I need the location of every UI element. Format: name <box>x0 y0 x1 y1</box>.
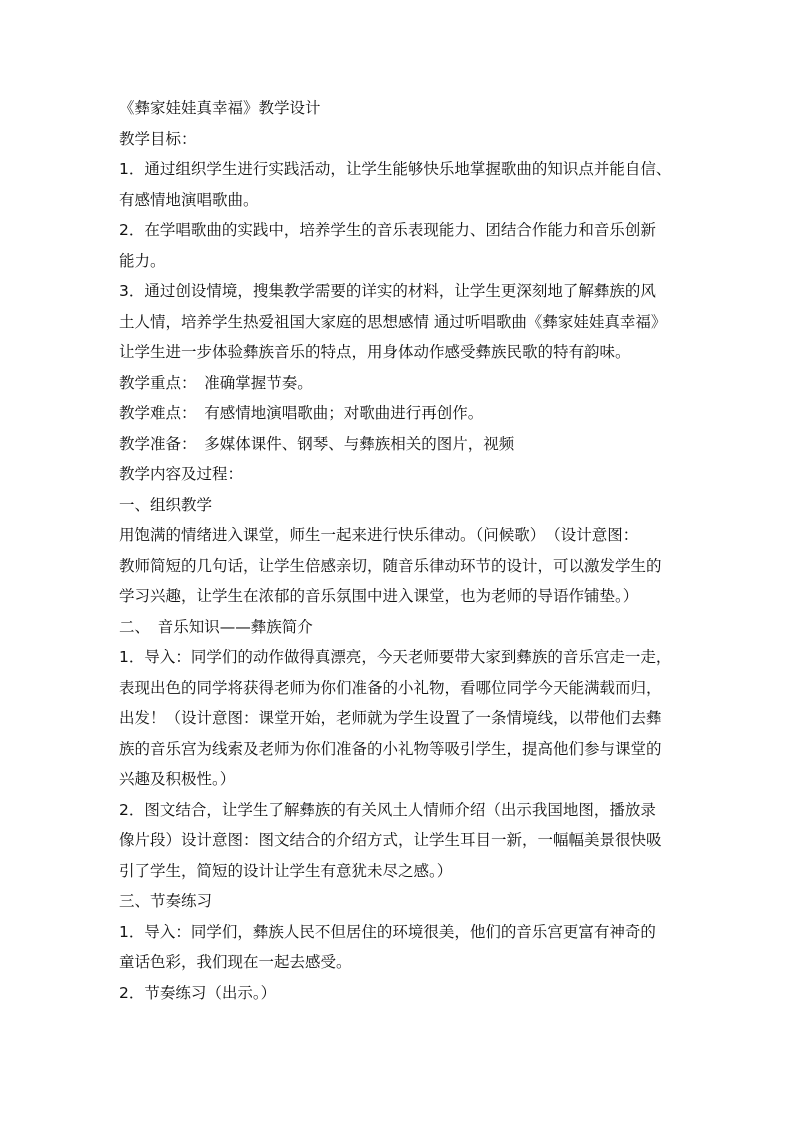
text-line: 表现出色的同学将获得老师为你们准备的小礼物，看哪位同学今天能满载而归， <box>119 678 662 697</box>
text-line: 2．节奏练习（出示。） <box>119 983 277 1002</box>
text-line: 兴趣及积极性。） <box>119 770 236 788</box>
text-line: 童话色彩，我们现在一起去感受。 <box>119 953 352 971</box>
text-line: 1．通过组织学生进行实践活动，让学生能够快乐地掌握歌曲的知识点并能自信、 <box>119 160 672 178</box>
section-heading-process: 教学内容及过程： <box>119 465 244 483</box>
text-line: 1．导入：同学们的动作做得真漂亮，今天老师要带大家到彝族的音乐宫走一走， <box>119 648 672 666</box>
section-heading-1: 一、组织教学 <box>119 495 213 514</box>
text-line: 2．在学唱歌曲的实践中，培养学生的音乐表现能力、团结合作能力和音乐创新 <box>119 221 656 239</box>
section-heading-3: 三、节奏练习 <box>119 892 213 910</box>
section-heading-objectives: 教学目标： <box>119 129 197 148</box>
document-title: 《彝家娃娃真幸福》教学设计 <box>119 99 321 117</box>
text-line: 出发！（设计意图：课堂开始，老师就为学生设置了一条情境线，以带他们去彝 <box>119 709 662 727</box>
text-line: 引了学生，简短的设计让学生有意犹未尽之感。） <box>119 861 453 880</box>
text-line: 2．图文结合，让学生了解彝族的有关风土人情师介绍（出示我国地图，播放录 <box>119 800 656 819</box>
text-line: 族的音乐宫为线索及老师为你们准备的小礼物等吸引学生，提高他们参与课堂的 <box>119 739 662 758</box>
text-line: 让学生进一步体验彝族音乐的特点，用身体动作感受彝族民歌的特有韵味。 <box>119 343 631 361</box>
text-line: 3．通过创设情境，搜集教学需要的详实的材料，让学生更深刻地了解彝族的风 <box>119 282 656 300</box>
key-point-line: 教学重点： 准确掌握节奏。 <box>119 373 313 392</box>
text-line: 学习兴趣，让学生在浓郁的音乐氛围中进入课堂，也为老师的导语作铺垫。） <box>119 587 639 605</box>
text-line: 1．导入：同学们，彝族人民不但居住的环境很美，他们的音乐宫更富有神奇的 <box>119 922 656 941</box>
text-line: 土人情，培养学生热爱祖国大家庭的思想感情 通过听唱歌曲《彝家娃娃真幸福》 <box>119 312 667 331</box>
section-heading-2: 二、 音乐知识——彝族简介 <box>119 617 313 636</box>
preparation-line: 教学准备： 多媒体课件、钢琴、与彝族相关的图片，视频 <box>119 434 515 453</box>
document-page <box>119 93 683 1008</box>
text-line: 有感情地演唱歌曲。 <box>119 190 259 209</box>
text-line: 能力。 <box>119 251 166 270</box>
text-line: 像片段）设计意图：图文结合的介绍方式，让学生耳目一新，一幅幅美景很快吸 <box>119 831 662 849</box>
text-line: 教师简短的几句话，让学生倍感亲切，随音乐律动环节的设计，可以激发学生的 <box>119 556 662 575</box>
difficulty-line: 教学难点： 有感情地演唱歌曲；对歌曲进行再创作。 <box>119 404 484 422</box>
text-line: 用饱满的情绪进入课堂，师生一起来进行快乐律动。（问候歌） （设计意图： <box>119 526 639 544</box>
